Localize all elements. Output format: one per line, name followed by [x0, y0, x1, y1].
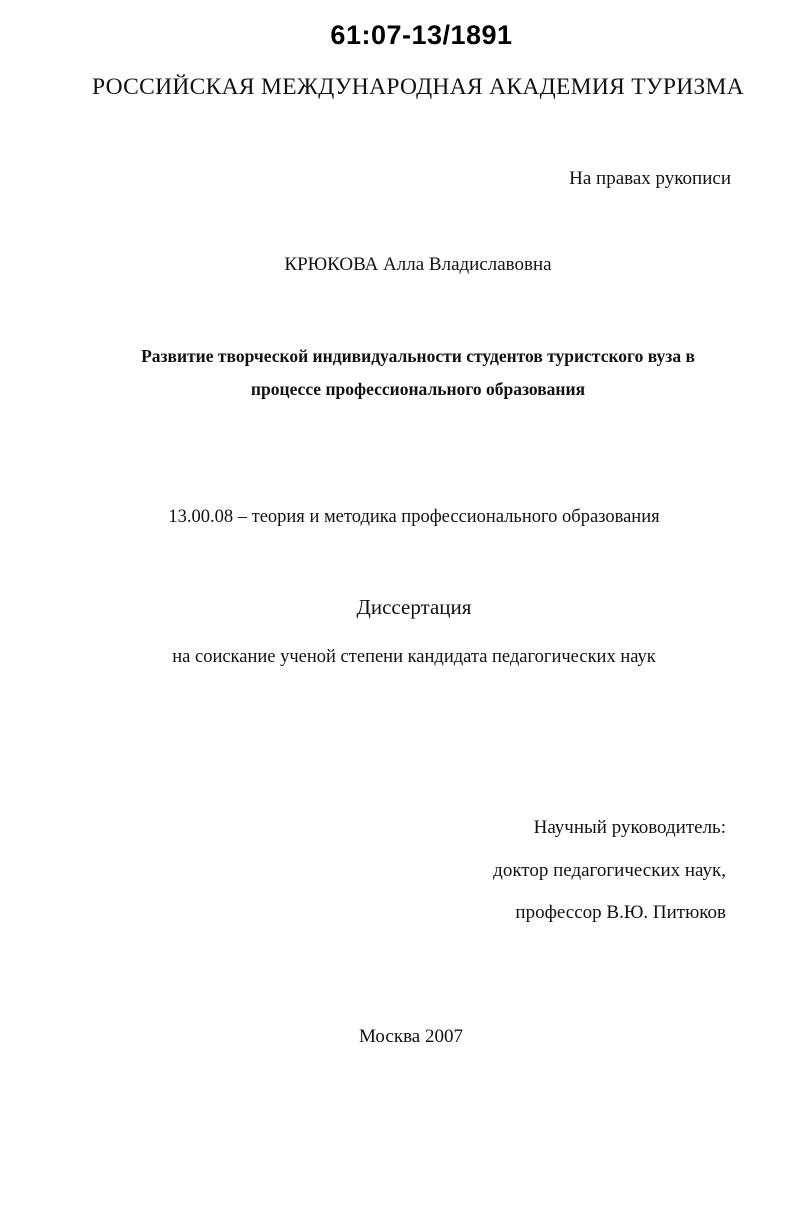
supervisor-heading: Научный руководитель:: [533, 817, 726, 838]
dissertation-title-line-1: Развитие творческой индивидуальности студентов туристского вуза в: [141, 346, 695, 366]
academy-name: РОССИЙСКАЯ МЕЖДУНАРОДНАЯ АКАДЕМИЯ ТУРИЗМА: [91, 74, 745, 100]
supervisor-name: профессор В.Ю. Питюков: [515, 902, 726, 923]
manuscript-rights-note: На правах рукописи: [569, 168, 731, 189]
specialty-code: 13.00.08 – теория и методика профессионального образования: [168, 507, 660, 527]
author-name: КРЮКОВА Алла Владиславовна: [284, 254, 552, 275]
dissertation-title: [0, 340, 793, 406]
degree-sought: на соискание ученой степени кандидата педагогических наук: [172, 647, 656, 667]
city-year: Москва 2007: [359, 1026, 463, 1047]
dissertation-title-line-2: процессе профессионального образования: [250, 379, 586, 399]
supervisor-rank: доктор педагогических наук,: [493, 860, 726, 881]
document-type: Диссертация: [356, 595, 472, 619]
catalog-stamp: 61:07-13/1891: [330, 20, 513, 50]
